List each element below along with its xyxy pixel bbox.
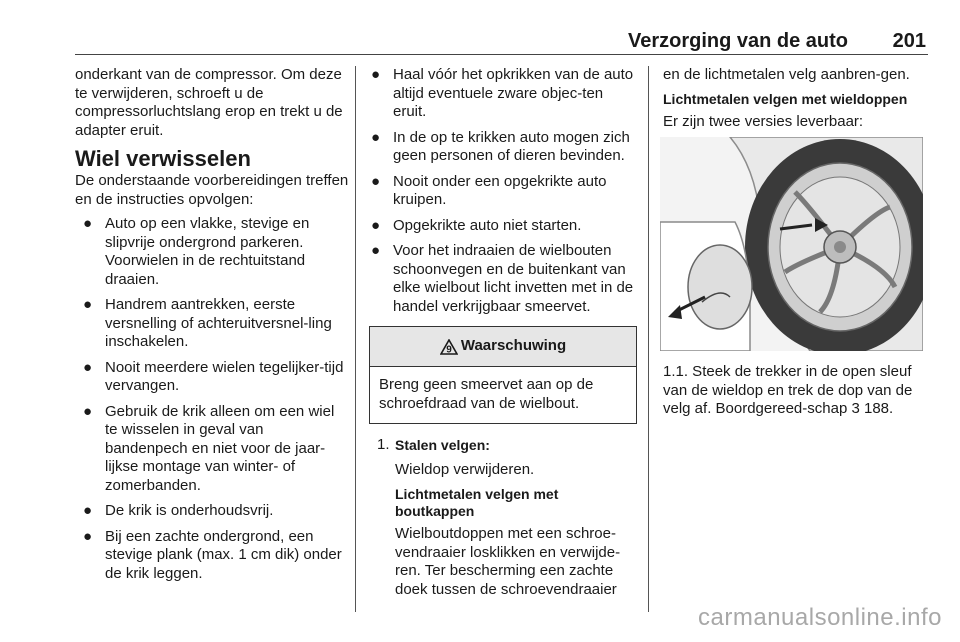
page-reference: 188. — [863, 400, 894, 417]
continued-text: en de lichtmetalen velg aanbren-gen. — [663, 66, 910, 83]
intro-text: onderkant van de compressor. Om deze te verwijderen, schroeft u de compressorluchtslang erop en trekt u de adapter eruit. — [75, 66, 343, 139]
wheel-cap-illustration — [660, 137, 923, 351]
step-title: Stalen velgen: — [395, 437, 490, 453]
svg-text:9: 9 — [446, 344, 452, 355]
warning-box — [369, 326, 637, 424]
section-heading: Wiel verwisselen — [75, 146, 251, 171]
list-item: ● Handrem aantrekken, eerste versnelling of achteruitversnel-ling inschakelen. — [83, 296, 332, 350]
column-divider-2 — [648, 66, 649, 612]
bullet-icon: ● — [371, 216, 381, 234]
figure-caption: 1.1. Steek de trekker in de open sleuf van de wieldop en trek de dop van de velg af. Boordgereed-schap 3 188. — [663, 363, 913, 417]
column-divider-1 — [355, 66, 356, 612]
subheading-wieldoppen: Lichtmetalen velgen met wieldoppen — [663, 90, 908, 107]
bullet-icon: ● — [371, 128, 381, 146]
warning-triangle-icon — [440, 339, 458, 355]
wheel-illustration — [660, 137, 923, 351]
list-item: ● Nooit onder een opgekrikte auto kruipen. — [371, 172, 607, 208]
list-item: ● Auto op een vlakke, stevige en slipvrije ondergrond parkeren. Voorwielen in de rechtuitstand draaien. — [83, 215, 310, 288]
bullet-icon: ● — [83, 296, 93, 313]
list-item: ● In de op te krikken auto mogen zich geen personen of dieren bevinden. — [371, 128, 630, 164]
bullet-icon: ● — [371, 242, 381, 259]
warning-text: Breng geen smeervet aan op de schroefdraad van de wielbout. — [379, 376, 594, 412]
list-item: ● Haal vóór het opkrikken van de auto altijd eventuele zware objec-ten eruit. — [371, 66, 634, 120]
bullet-icon: ● — [83, 527, 93, 545]
header-rule — [75, 54, 928, 55]
list-item: ● Bij een zachte ondergrond, een stevige plank (max. 1 cm dik) onder de krik leggen. — [83, 527, 342, 582]
bullet-icon: ● — [83, 502, 93, 519]
list-item: ● Opgekrikte auto niet starten. — [371, 216, 582, 234]
bullet-icon: ● — [83, 358, 93, 376]
step-1 — [369, 436, 637, 599]
column-1 — [75, 66, 350, 590]
bullet-icon: ● — [83, 402, 93, 420]
preparation-list — [75, 215, 350, 583]
watermark: carmanualsonline.info — [698, 604, 942, 631]
column-3 — [663, 66, 931, 419]
page-reference-icon: 3 — [851, 400, 860, 417]
list-item: ● Gebruik de krik alleen om een wiel te wisselen in geval van bandenpech en niet voor de jaar-lijkse montage van winter- of zomerbanden. — [83, 402, 335, 494]
subheading-boutkappen: Lichtmetalen velgen met boutkappen — [395, 486, 559, 519]
bullet-icon: ● — [371, 172, 381, 190]
lead-text: De onderstaande voorbereidingen treffen en de instructies opvolgen: — [75, 172, 349, 208]
step-number: 1. — [377, 436, 390, 453]
section-title: Verzorging van de auto — [627, 30, 848, 52]
bullet-icon: ● — [83, 215, 93, 232]
warning-title: Waarschuwing — [460, 337, 567, 355]
warning-header — [370, 327, 636, 367]
bullet-icon: ● — [371, 66, 381, 83]
list-item: ● Nooit meerdere wielen tegelijker-tijd vervangen. — [83, 358, 344, 394]
versions-text: Er zijn twee versies leverbaar: — [663, 112, 864, 130]
column-2 — [369, 66, 637, 599]
step-text: Wieldop verwijderen. — [395, 460, 535, 478]
safety-list — [369, 66, 637, 316]
list-item: ● De krik is onderhoudsvrij. — [83, 502, 274, 519]
step-text-2: Wielboutdoppen met een schroe-vendraaier losklikken en verwijde-ren. Ter bescherming een zachte doek tussen de schroevendraaier — [395, 525, 621, 598]
list-item: ● Voor het indraaien de wielbouten schoonvegen en de buitenkant van elke wielbout licht invetten met in de handel verkrijgbaar smeervet. — [371, 242, 634, 315]
page-number: 201 — [892, 30, 926, 52]
